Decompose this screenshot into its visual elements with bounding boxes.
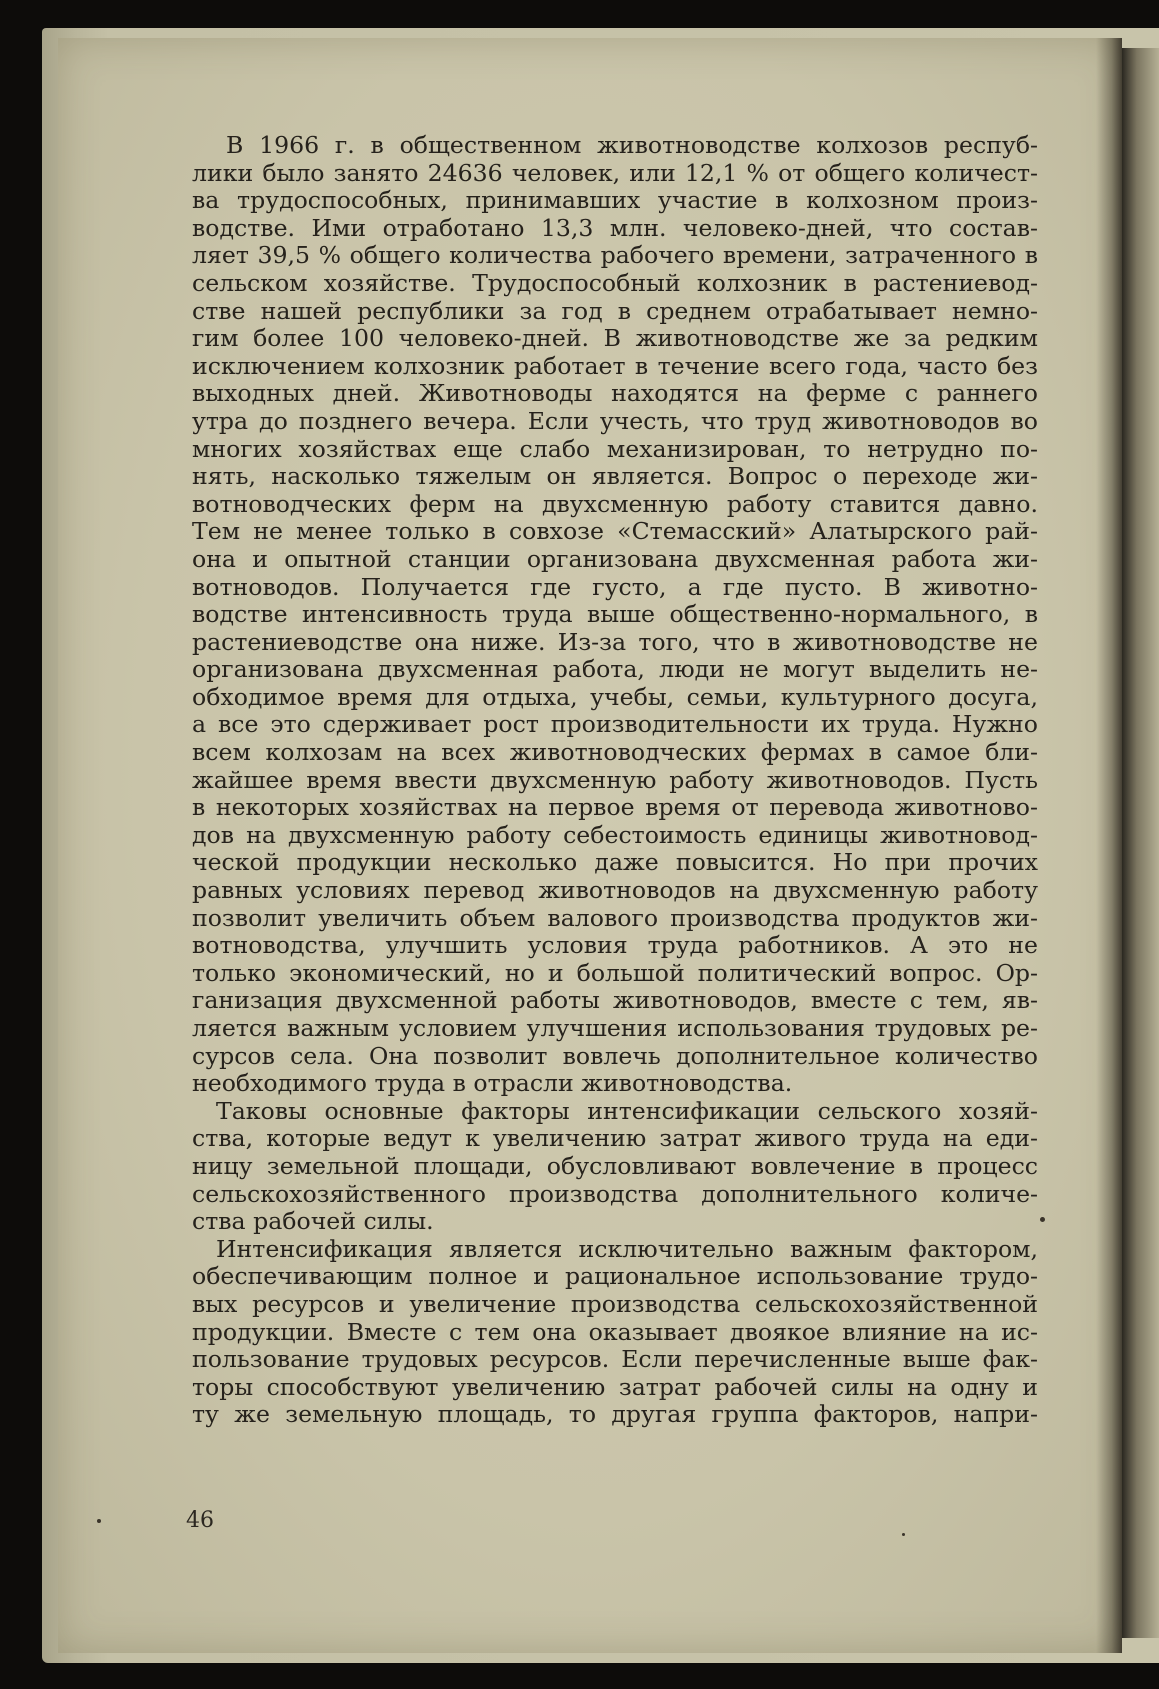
text-line: ва трудоспособных, принимавших участие в колхозном произ- (192, 186, 1038, 215)
text-line: ляется важным условием улучшения использования трудовых ре- (192, 1014, 1038, 1042)
text-line: пользование трудовых ресурсов. Если перечисленные выше фак- (192, 1345, 1038, 1374)
text-line: В 1966 г. в общественном животноводстве колхозов респуб- (226, 131, 1038, 159)
text-line: вых ресурсов и увеличение производства сельскохозяйственной (192, 1289, 1038, 1318)
paper-speck (97, 1519, 101, 1523)
text-line: ницу земельной площади, обусловливают вовлечение в процесс (192, 1151, 1038, 1180)
text-line: ческой продукции несколько даже повысится. Но при прочих (192, 848, 1038, 877)
text-line: сельском хозяйстве. Трудоспособный колхозник в растениевод- (192, 268, 1038, 297)
text-line: лики было занято 24636 человек, или 12,1 % от общего количест- (192, 158, 1038, 187)
text-line: всем колхозам на всех животноводческих фермах в самое бли- (192, 738, 1038, 767)
text-line: торы способствуют увеличению затрат рабочей силы на одну и (192, 1372, 1038, 1401)
text-line: многих хозяйствах еще слабо механизирован, то нетрудно по- (192, 434, 1038, 463)
text-line: ства, которые ведут к увеличению затрат живого труда на еди- (192, 1124, 1038, 1153)
text-line: сурсов села. Она позволит вовлечь дополнительное количество (192, 1041, 1038, 1070)
text-line: вотноводческих ферм на двухсменную работу ставится давно. (192, 489, 1038, 518)
text-line: Таковы основные факторы интенсификации сельского хозяй- (216, 1096, 1038, 1125)
text-line: растениеводстве она ниже. Из-за того, что в животноводстве не (192, 627, 1038, 656)
text-line: ганизация двухсменной работы животноводов, вместе с тем, яв- (192, 986, 1038, 1015)
text-line: жайшее время ввести двухсменную работу животноводов. Пусть (192, 765, 1038, 794)
text-line: организована двухсменная работа, люди не могут выделить не- (192, 655, 1038, 684)
text-line: сельскохозяйственного производства дополнительного количе- (192, 1179, 1038, 1208)
text-line: обходимое время для отдыха, учебы, семьи, культурного досуга, (192, 682, 1038, 711)
text-line: она и опытной станции организована двухсменная работа жи- (192, 544, 1038, 573)
text-line: нять, насколько тяжелым он является. Вопрос о переходе жи- (192, 462, 1038, 491)
text-line: ляет 39,5 % общего количества рабочего времени, затраченного в (192, 241, 1038, 270)
text-line: стве нашей республики за год в среднем отрабатывает немно- (192, 296, 1038, 325)
text-line: в некоторых хозяйствах на первое время от перевода животново- (192, 793, 1038, 822)
text-line: исключением колхозник работает в течение всего года, часто без (192, 351, 1038, 380)
text-line: гим более 100 человеко-дней. В животноводстве же за редким (192, 324, 1038, 353)
text-line: Тем не менее только в совхозе «Стемасский» Алатырского рай- (192, 517, 1038, 546)
text-line: Интенсификация является исключительно важным фактором, (216, 1234, 1038, 1263)
text-line: водстве интенсивность труда выше общественно-нормального, в (192, 600, 1038, 629)
text-line: позволит увеличить объем валового производства продуктов жи- (192, 903, 1038, 932)
paper-speck (902, 1533, 905, 1536)
page-text (192, 132, 1038, 1429)
page-number: 46 (186, 1508, 214, 1533)
text-line: водстве. Ими отработано 13,3 млн. человеко-дней, что состав- (192, 213, 1038, 242)
text-line: утра до позднего вечера. Если учесть, что труд животноводов во (192, 406, 1038, 435)
text-line: равных условиях перевод животноводов на двухсменную работу (192, 876, 1038, 905)
text-line: необходимого труда в отрасли животноводства. (192, 1069, 793, 1098)
text-line: ства рабочей силы. (192, 1207, 434, 1236)
text-line: вотноводства, улучшить условия труда работников. А это не (192, 931, 1038, 960)
text-line: а все это сдерживает рост производительности их труда. Нужно (192, 710, 1038, 739)
text-line: обеспечивающим полное и рациональное использование трудо- (192, 1262, 1038, 1291)
text-line: продукции. Вместе с тем она оказывает двоякое влияние на ис- (192, 1317, 1038, 1346)
text-line: ту же земельную площадь, то другая группа факторов, напри- (192, 1400, 1038, 1429)
page-gutter-shadow (1096, 38, 1122, 1653)
text-line: только экономический, но и большой политический вопрос. Ор- (192, 958, 1038, 987)
text-line: дов на двухсменную работу себестоимость единицы животновод- (192, 820, 1038, 849)
paper-speck (1040, 1217, 1045, 1222)
next-page-edge (1122, 48, 1159, 1638)
text-line: выходных дней. Животноводы находятся на ферме с раннего (192, 379, 1038, 408)
text-line: вотноводов. Получается где густо, а где пусто. В животно- (192, 572, 1038, 601)
